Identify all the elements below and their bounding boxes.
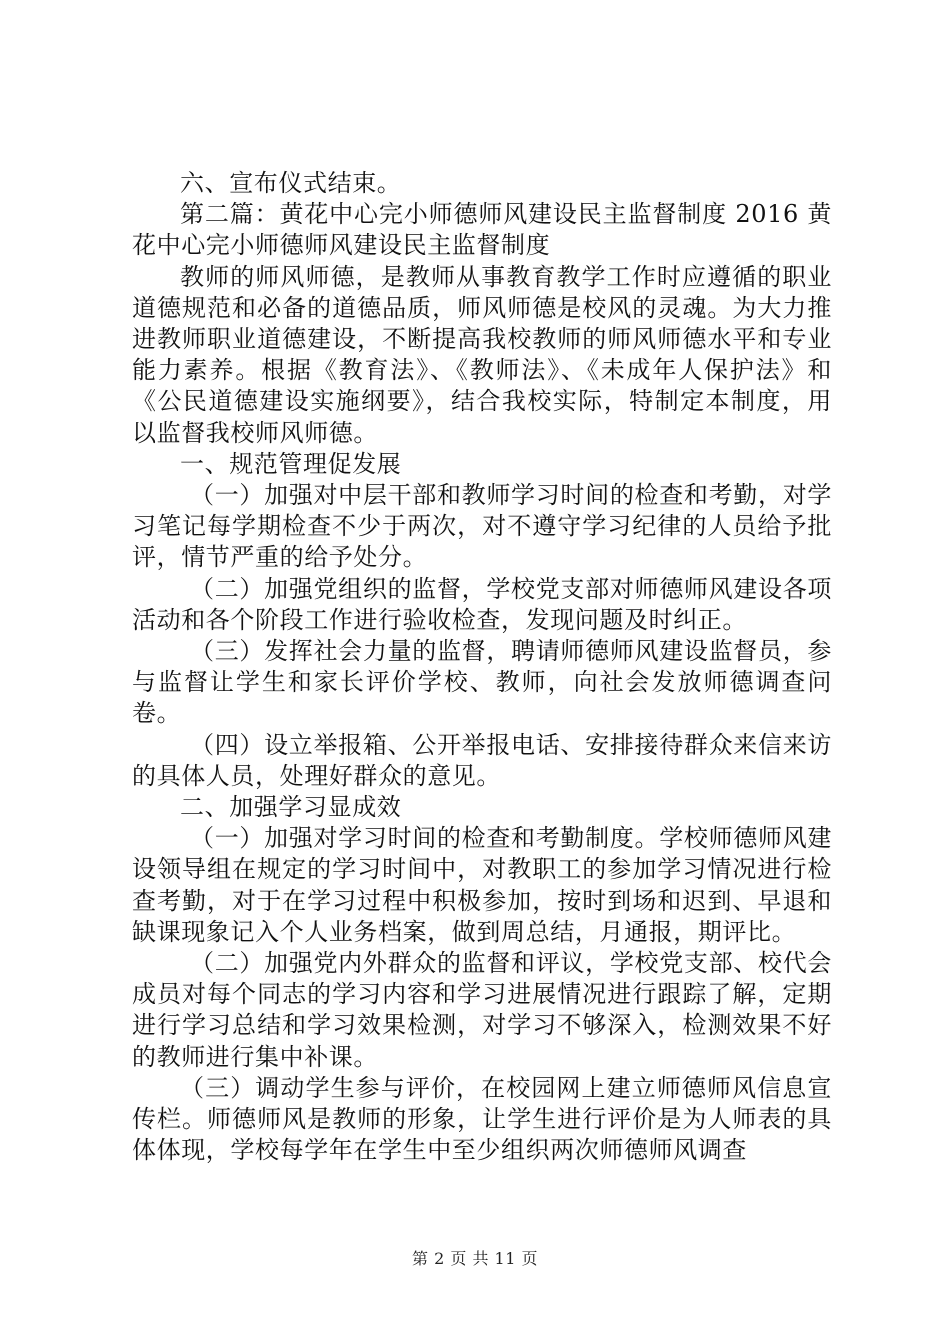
paragraph-item-2-2: （二）加强党内外群众的监督和评议，学校党支部、校代会成员对每个同志的学习内容和学习进展情况进行跟踪了解，定期进行学习总结和学习效果检测，对学习不够深入，检测效果不好的教师进行集中补课。 xyxy=(132,949,832,1071)
paragraph-item-1-4: （四）设立举报箱、公开举报电话、安排接待群众来信来访的具体人员，处理好群众的意见。 xyxy=(132,730,832,790)
paragraph-item-1-3: （三）发挥社会力量的监督，聘请师德师风建设监督员，参与监督让学生和家长评价学校、教师，向社会发放师德调查问卷。 xyxy=(132,637,832,728)
paragraph-item-2-1: （一）加强对学习时间的检查和考勤制度。学校师德师风建设领导组在规定的学习时间中，对教职工的参加学习情况进行检查考勤，对于在学习过程中积极参加，按时到场和迟到、早退和缺课现象记入个人业务档案，做到周总结，月通报，期评比。 xyxy=(132,824,832,946)
heading-section-1: 一、规范管理促发展 xyxy=(180,449,402,478)
paragraph-intro: 教师的师风师德，是教师从事教育教学工作时应遵循的职业道德规范和必备的道德品质，师风师德是校风的灵魂。为大力推进教师职业道德建设，不断提高我校教师的师风师德水平和专业能力素养。根据《教育法》、《教师法》、《未成年人保护法》和《公民道德建设实施纲要》，结合我校实际，特制定本制度，用以监督我校师风师德。 xyxy=(132,262,832,447)
paragraph-item-1-1: （一）加强对中层干部和教师学习时间的检查和考勤，对学习笔记每学期检查不少于两次，对不遵守学习纪律的人员给予批评，情节严重的给予处分。 xyxy=(132,481,832,572)
paragraph-section-title: 第二篇：黄花中心完小师德师风建设民主监督制度 2016 黄花中心完小师德师风建设民主监督制度 xyxy=(132,200,832,260)
page-number-footer: 第 2 页 共 11 页 xyxy=(412,1249,538,1268)
paragraph-item-2-3: （三）调动学生参与评价，在校园网上建立师德师风信息宣传栏。师德师风是教师的形象，让学生进行评价是为人师表的具体体现，学校每学年在学生中至少组织两次师德师风调查 xyxy=(132,1073,832,1165)
paragraph-ceremony-end: 六、宣布仪式结束。 xyxy=(180,169,402,197)
paragraph-item-1-2: （二）加强党组织的监督，学校党支部对师德师风建设各项活动和各个阶段工作进行验收检查，发现问题及时纠正。 xyxy=(132,574,832,634)
document-body xyxy=(132,168,832,1167)
heading-section-2: 二、加强学习显成效 xyxy=(180,793,402,822)
